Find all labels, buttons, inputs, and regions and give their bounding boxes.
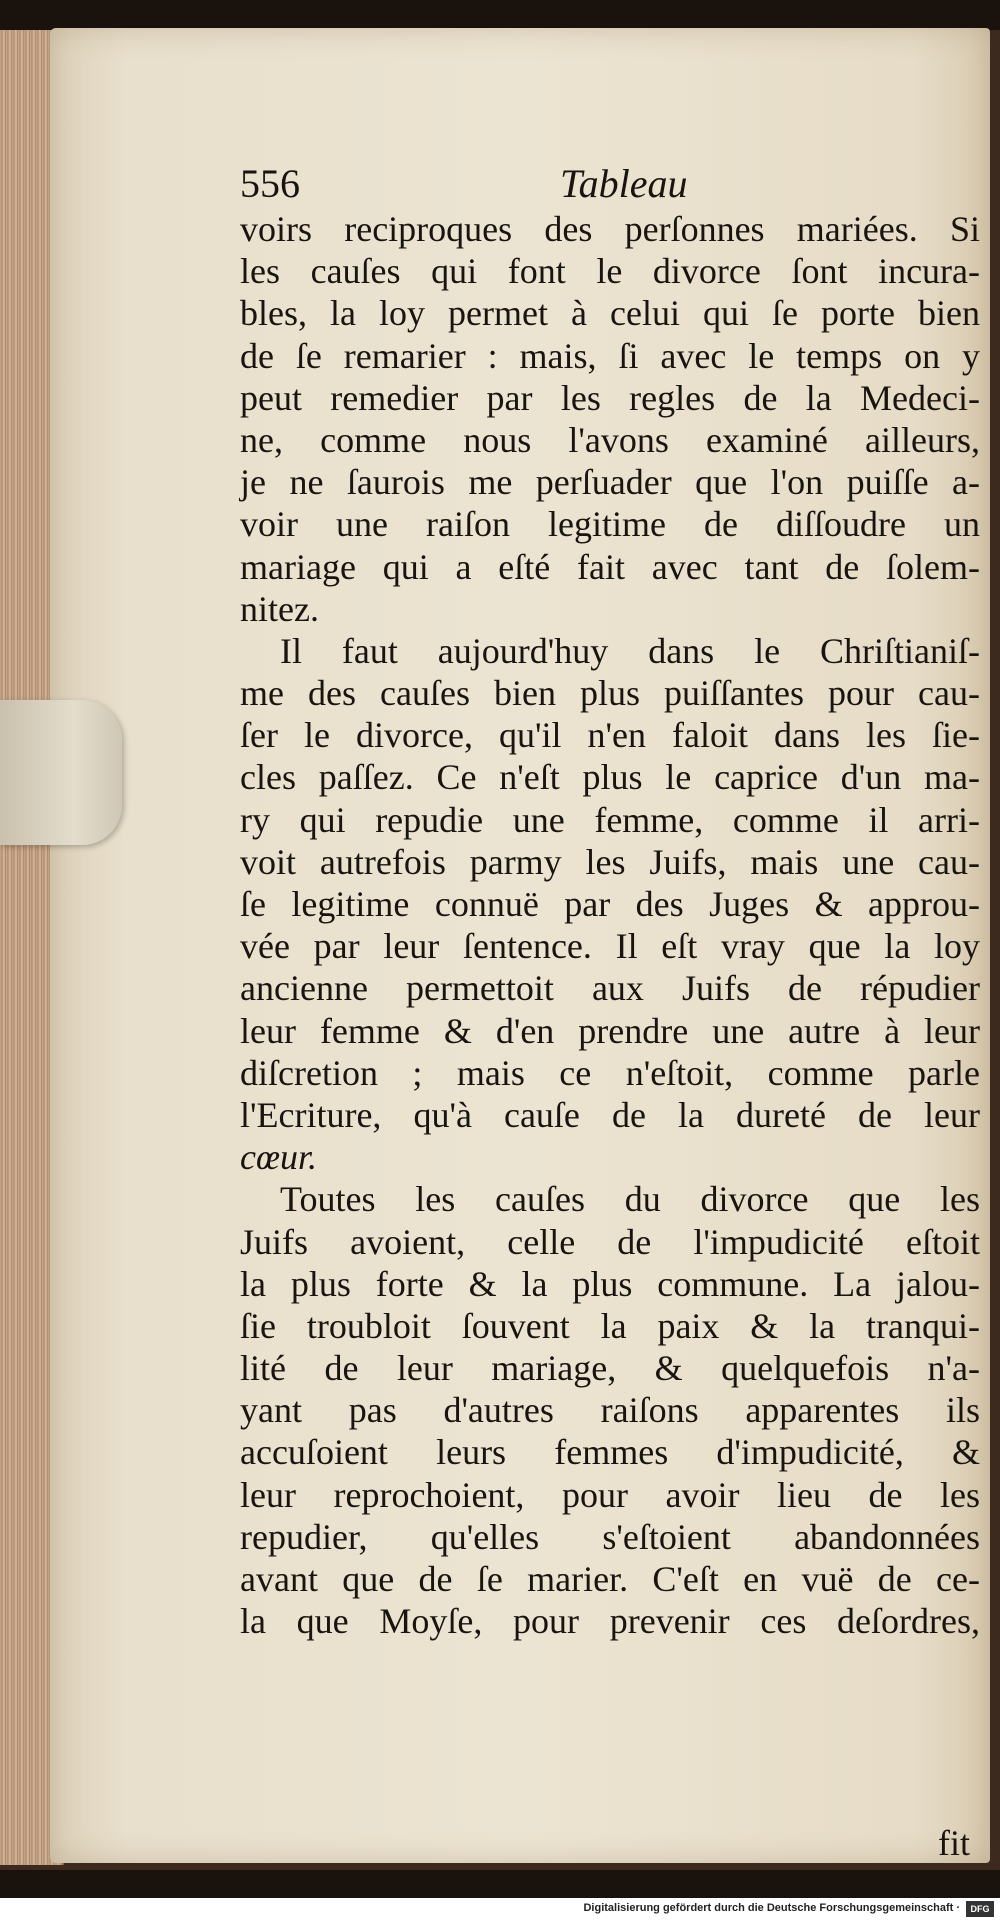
page-number: 556 [240,161,300,206]
text-line: leur femme & d'en prendre une autre à leur [240,1010,980,1051]
text-line: vée par leur ſentence. Il eſt vray que la loy [240,926,980,967]
running-title: Tableau [560,161,688,206]
text-line: nitez. [240,588,319,629]
dfg-logo: DFG [966,1901,994,1917]
catchword: fit [938,1823,970,1863]
text-line: diſcretion ; mais ce n'eſtoit, comme parle [240,1052,980,1093]
text-line: Il faut aujourd'huy dans le Chriſtianiſ- [280,630,980,671]
text-line: avant que de ſe marier. C'eſt en vuë de ce- [240,1559,980,1599]
text-line: je ne ſaurois me perſuader que l'on puiſſe a- [240,462,980,503]
text-line: cœur. [240,1137,318,1178]
text-line: yant pas d'autres raiſons apparentes ils [240,1390,980,1431]
text-line: Toutes les cauſes du divorce que les [280,1179,980,1220]
text-line: ſer le divorce, qu'il n'en faloit dans les ſie- [240,715,980,756]
text-line: bles, la loy permet à celui qui ſe porte bien [240,293,980,334]
text-line: la plus forte & la plus commune. La jalou- [240,1263,980,1304]
page-header [240,160,980,208]
text-line: Juifs avoient, celle de l'impudicité eſtoit [240,1221,980,1262]
text-line: leur reprochoient, pour avoir lieu de les [240,1474,980,1515]
page-content [240,160,980,1863]
text-line: voit autrefois parmy les Juifs, mais une cau- [240,841,980,882]
text-line: ancienne permettoit aux Juifs de répudier [240,968,980,1009]
text-line: lité de leur mariage, & quelquefois n'a- [240,1348,980,1389]
text-line: l'Ecriture, qu'à cauſe de la dureté de leur [240,1094,980,1135]
footer-credit: Digitalisierung gefördert durch die Deutsche Forschungsgemeinschaft · [583,1902,960,1914]
text-line: les cauſes qui font le divorce ſont incura- [240,251,980,292]
text-line: ſe legitime connuë par des Juges & approu- [240,884,980,924]
text-line: de ſe remarier : mais, ſi avec le temps on y [240,335,980,376]
page-clip [0,700,122,845]
text-line: peut remedier par les regles de la Medeci- [240,377,980,418]
text-line: me des cauſes bien plus puiſſantes pour cau- [240,673,980,714]
text-line: mariage qui a eſté fait avec tant de ſolem- [240,546,980,587]
text-line: repudier, qu'elles s'eſtoient abandonnées [240,1516,980,1557]
text-line: voir une raiſon legitime de diſſoudre un [240,504,980,545]
text-line: voirs reciproques des perſonnes mariées. Si [240,209,980,249]
footer-bar [0,1898,1000,1923]
text-line: accuſoient leurs femmes d'impudicité, & [240,1432,980,1473]
text-line: ne, comme nous l'avons examiné ailleurs, [240,419,980,460]
text-line: la que Moyſe, pour prevenir ces deſordres, [240,1601,980,1642]
text-line: cles paſſez. Ce n'eſt plus le caprice d'un ma- [240,757,980,798]
text-body [240,208,980,1642]
text-line: ſie troubloit ſouvent la paix & la tranqui- [240,1305,980,1346]
text-line: ry qui repudie une femme, comme il arri- [240,799,980,840]
